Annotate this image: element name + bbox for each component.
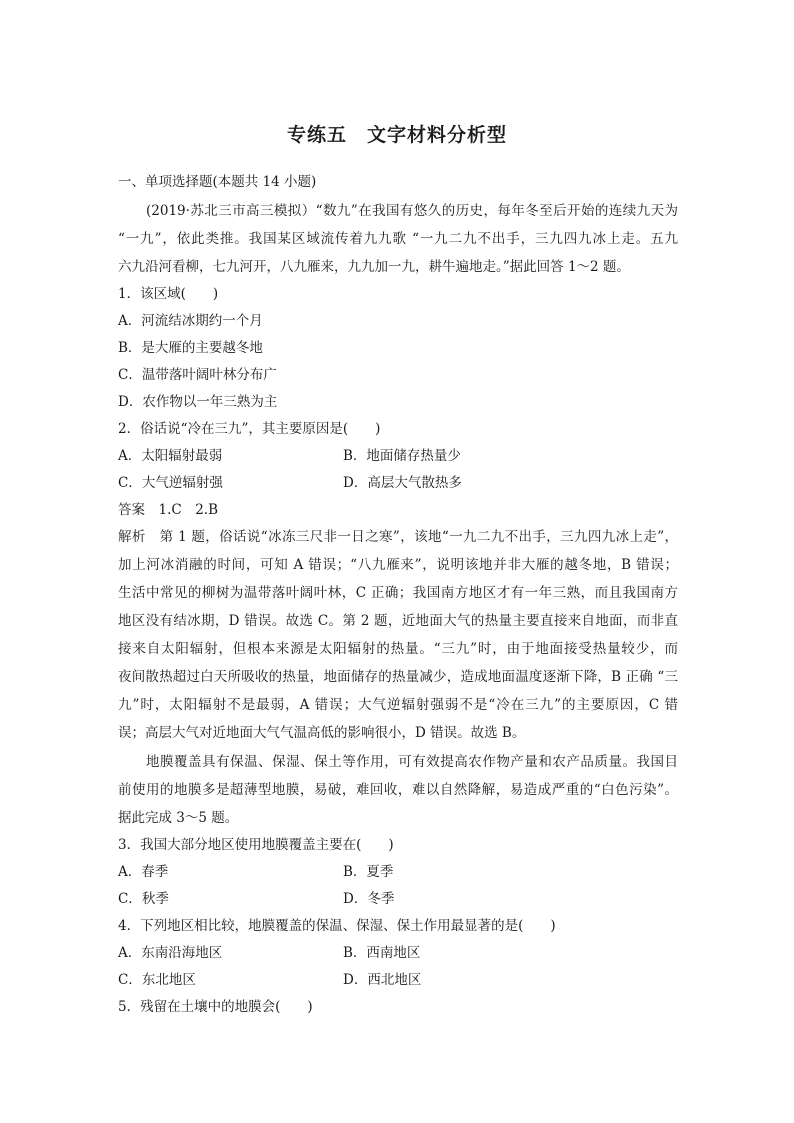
analysis-line-3: 生活中常见的柳树为温带落叶阔叶林，C 正确；我国南方地区才有一年三熟，而且我国南方 (118, 585, 678, 601)
q4-option-b: B．西南地区 (343, 945, 421, 961)
q5-stem: 5．残留在土壤中的地膜会( ) (118, 999, 313, 1015)
analysis-line-2: 加上河冰消融的时间，可知 A 错误；“八九雁来”，说明该地并非大雁的越冬地，B 错误； (118, 557, 678, 573)
answer-line: 答案 1.C 2.B (118, 502, 219, 518)
q1-option-a: A．河流结冰期约一个月 (118, 313, 263, 329)
analysis-line-7: 九”时，太阳辐射不是最弱，A 错误；大气逆辐射强弱不是“冷在三九”的主要原因，C 错 (118, 697, 678, 713)
passage2-line-3: 据此完成 3～5 题。 (118, 810, 239, 826)
passage1-line-2: “一九”，依此类推。我国某区域流传着九九歌 “一九二九不出手，三九四九冰上走。五九 (118, 231, 678, 247)
q2-option-a: A．太阳辐射最弱 (118, 448, 223, 464)
analysis-line-1: 解析 第 1 题，俗话说“冰冻三尺非一日之寒”，该地“一九二九不出手，三九四九冰上走”， (118, 529, 678, 545)
q2-option-c: C．大气逆辐射强 (118, 475, 223, 491)
analysis-line-6: 夜间散热超过白天所吸收的热量，地面储存的热量减少，造成地面温度逐渐下降，B 正确 “三 (118, 669, 678, 685)
page-title: 专练五 文字材料分析型 (286, 124, 507, 146)
passage2-line-2: 前使用的地膜多是超薄型地膜，易破，难回收，难以自然降解，易造成严重的“白色污染”。 (118, 782, 678, 798)
q3-option-c: C．秋季 (118, 891, 169, 907)
q2-stem: 2．俗话说“冷在三九”，其主要原因是( ) (118, 421, 381, 437)
q1-option-b: B．是大雁的主要越冬地 (118, 340, 263, 356)
q4-option-d: D．西北地区 (343, 972, 422, 988)
q1-option-c: C．温带落叶阔叶林分布广 (118, 367, 277, 383)
q4-stem: 4．下列地区相比较，地膜覆盖的保温、保湿、保土作用最显著的是( ) (118, 918, 556, 934)
passage2-line-1: 地膜覆盖具有保温、保湿、保土等作用，可有效提高农作物产量和农产品质量。我国目 (146, 754, 678, 770)
q2-option-b: B．地面储存热量少 (343, 448, 461, 464)
analysis-line-8: 误；高层大气对近地面大气气温高低的影响很小，D 错误。故选 B。 (118, 725, 526, 741)
q4-option-a: A．东南沿海地区 (118, 945, 223, 961)
q1-stem: 1．该区域( ) (118, 286, 219, 302)
passage1-line-3: 六九沿河看柳，七九河开，八九雁来，九九加一九，耕牛遍地走。”据此回答 1～2 题。 (118, 259, 630, 275)
section-heading: 一、单项选择题(本题共 14 小题) (118, 174, 317, 190)
q3-option-a: A．春季 (118, 864, 169, 880)
q3-option-b: B．夏季 (343, 864, 394, 880)
analysis-line-5: 接来自太阳辐射，但根本来源是太阳辐射的热量。“三九”时，由于地面接受热量较少，而 (118, 641, 678, 657)
q3-stem: 3．我国大部分地区使用地膜覆盖主要在( ) (118, 837, 394, 853)
passage1-line-1: (2019·苏北三市高三模拟）“数九”在我国有悠久的历史，每年冬至后开始的连续九天为 (146, 203, 678, 219)
analysis-line-4: 地区没有结冰期，D 错误。故选 C。第 2 题，近地面大气的热量主要直接来自地面，而非直 (118, 613, 678, 629)
q3-option-d: D．冬季 (343, 891, 395, 907)
q1-option-d: D．农作物以一年三熟为主 (118, 394, 278, 410)
q2-option-d: D．高层大气散热多 (343, 475, 462, 491)
q4-option-c: C．东北地区 (118, 972, 196, 988)
